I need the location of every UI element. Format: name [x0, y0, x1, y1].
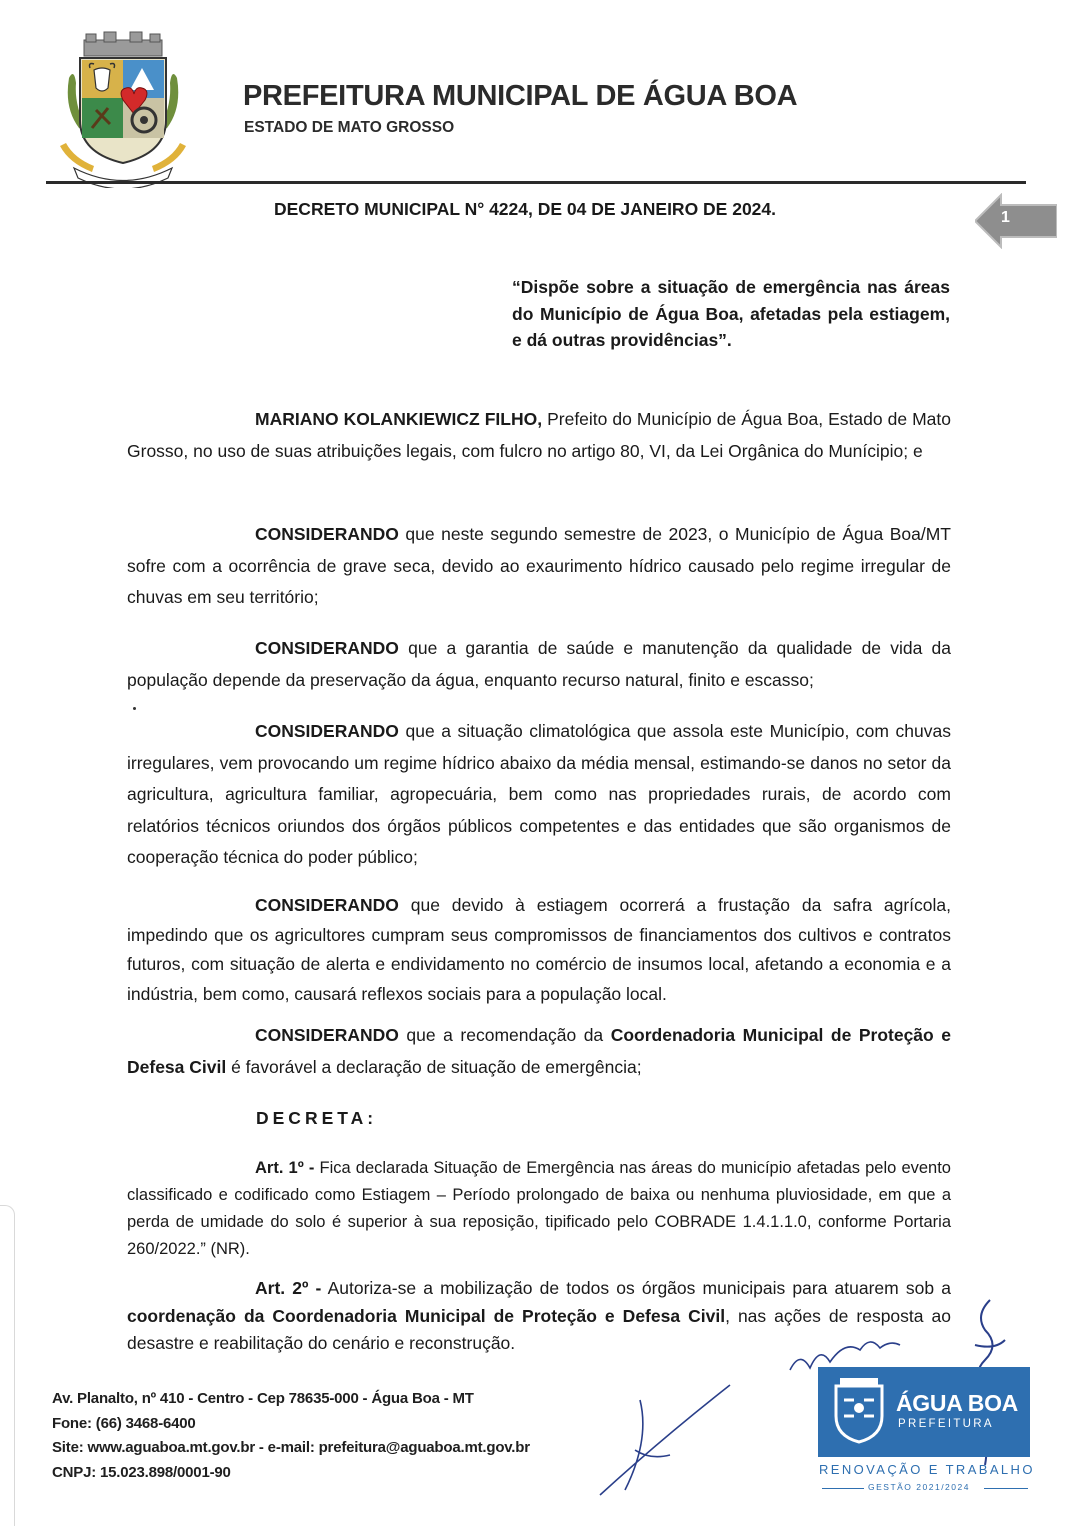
footer-phone: Fone: (66) 3468-6400	[52, 1415, 196, 1432]
logo-gestao: GESTÃO 2021/2024	[868, 1482, 970, 1492]
decree-title: DECRETO MUNICIPAL N° 4224, DE 04 DE JANEIRO DE 2024.	[274, 199, 777, 219]
header-subtitle: ESTADO DE MATO GROSSO	[244, 119, 455, 136]
page-tab-arrow-icon	[975, 193, 1057, 249]
logo-brand: ÁGUA BOA	[896, 1390, 1018, 1416]
mayor-name: MARIANO KOLANKIEWICZ FILHO,	[255, 409, 543, 429]
logo-rule-left	[822, 1488, 864, 1489]
header-title: PREFEITURA MUNICIPAL DE ÁGUA BOA	[243, 80, 798, 112]
considerando-paragraph-1: CONSIDERANDO que neste segundo semestre de 2023, o Município de Água Boa/MT sofre com a ocorrência de grave seca, devido ao exaurimento hídrico causado pelo regime irregular de chuvas em seu território;	[127, 524, 951, 607]
logo-slogan: RENOVAÇÃO E TRABALHO	[819, 1462, 1035, 1477]
prefeitura-logo-icon	[830, 1376, 888, 1446]
article-1: Art. 1º - Fica declarada Situação de Emergência nas áreas do município afetadas pelo evento classificado e codificado como Estiagem – Período prolongado de baixa ou nenhuma pluviosidade, em que a perda de umidade do solo é superior à sua reposição, tipificado pelo COBRADE 1.4.1.1.0, conforme Portaria 260/2022.” (NR).	[127, 1159, 951, 1258]
coat-of-arms-icon	[44, 28, 202, 188]
header-divider	[46, 181, 1026, 184]
footer-cnpj: CNPJ: 15.023.898/0001-90	[52, 1464, 231, 1481]
footer-site: Site: www.aguaboa.mt.gov.br - e-mail: prefeitura@aguaboa.mt.gov.br	[52, 1439, 530, 1456]
considerando-paragraph-5: CONSIDERANDO que a recomendação da Coordenadoria Municipal de Proteção e Defesa Civil é favorável a declaração de situação de emergência;	[127, 1025, 951, 1077]
decree-ementa: “Dispõe sobre a situação de emergência nas áreas do Município de Água Boa, afetadas pela estiagem, e dá outras providências”.	[512, 277, 950, 350]
logo-brand-sub: PREFEITURA	[898, 1418, 994, 1430]
footer-address: Av. Planalto, nº 410 - Centro - Cep 78635-000 - Água Boa - MT	[52, 1390, 474, 1407]
page-number: 1	[1001, 209, 1010, 226]
decreta-heading: DECRETA:	[256, 1108, 378, 1128]
article-2: Art. 2º - Autoriza-se a mobilização de todos os órgãos municipais para atuarem sob a coordenação da Coordenadoria Municipal de Proteção e Defesa Civil, nas ações de resposta ao desastre e reabilitação do cenário e reconstrução.	[127, 1278, 951, 1353]
page-edge	[0, 1205, 15, 1526]
considerando-paragraph-4: CONSIDERANDO que devido à estiagem ocorrerá a frustação da safra agrícola, impedindo que os agricultores cumpram seus compromissos de financiamentos dos cultivos e contratos futuros, com situação de alerta e endividamento no comércio de insumos local, afetando a economia e a indústria, bem como, causará reflexos sociais para a população local.	[127, 895, 951, 1004]
logo-rule-right	[984, 1488, 1028, 1489]
considerando-paragraph-3: CONSIDERANDO que a situação climatológica que assola este Município, com chuvas irregulares, vem provocando um regime hídrico abaixo da média mensal, estimando-se danos no setor da agricultura, agricultura familiar, agropecuária, bem como nas propriedades rurais, de acordo com relatórios técnicos oriundos dos órgãos públicos competentes e das entidades que são organismos de cooperação técnica do poder público;	[127, 721, 951, 867]
preamble-paragraph: MARIANO KOLANKIEWICZ FILHO, Prefeito do Município de Água Boa, Estado de Mato Grosso, no uso de suas atribuições legais, com fulcro no artigo 80, VI, da Lei Orgânica do Munícipio; e	[127, 409, 952, 461]
considerando-paragraph-2: CONSIDERANDO que a garantia de saúde e manutenção da qualidade de vida da população depende da preservação da água, enquanto recurso natural, finito e escasso;	[127, 638, 951, 690]
stray-dot	[133, 707, 136, 710]
